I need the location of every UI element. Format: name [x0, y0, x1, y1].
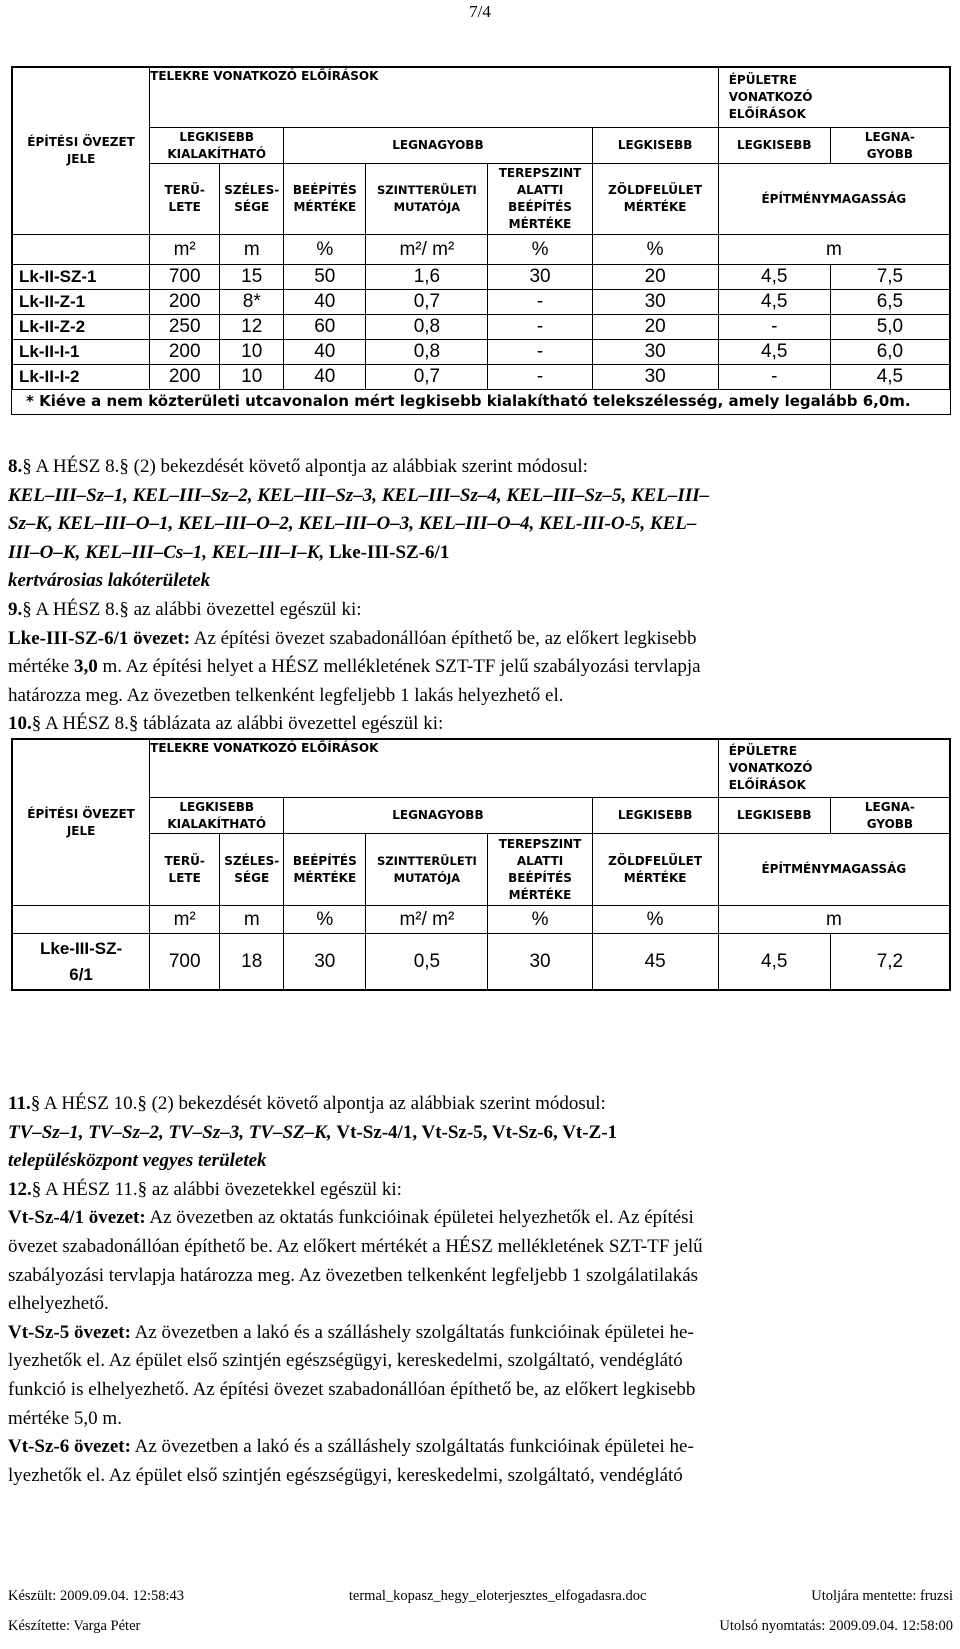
footer-author: Készítette: Varga Péter: [8, 1618, 141, 1634]
unit-cell: m²: [150, 906, 220, 934]
paragraph: lyezhetők el. Az épület első szintjén egészségügyi, kereskedelmi, szolgáltató, vendéglátó: [8, 1350, 683, 1372]
table-cell: 5,0: [830, 315, 949, 340]
unit-cell: %: [488, 235, 592, 265]
paragraph: övezet szabadonállóan építhető be. Az előkert mértékét a HÉSZ mellékletének SZT-TF jelű: [8, 1235, 703, 1257]
zone-list: III–O–K, KEL–III–Cs–1, KEL–III–I–K, Lke-III-SZ-6/1: [8, 541, 450, 563]
paragraph: mértéke 5,0 m.: [8, 1407, 122, 1429]
header-legkisebb-kialakithato: LEGKISEBB KIALAKÍTHATÓ: [150, 128, 284, 164]
unit-cell: %: [592, 906, 718, 934]
table-cell: 200: [150, 365, 220, 390]
table-row: [13, 290, 950, 315]
paragraph: 12.§ A HÉSZ 11.§ az alábbi övezetekkel egészül ki:: [8, 1178, 402, 1200]
table-cell: 4,5: [718, 340, 830, 365]
footer-printed: Utolsó nyomtatás: 2009.09.04. 12:58:00: [719, 1618, 953, 1634]
header-terulete: TERÜ- LETE: [150, 164, 220, 235]
regulation-table-1: [11, 66, 951, 415]
unit-cell: m²: [150, 235, 220, 265]
zone-list: TV–Sz–1, TV–Sz–2, TV–Sz–3, TV–SZ–K, Vt-Sz-4/1, Vt-Sz-5, Vt-Sz-6, Vt-Z-1: [8, 1121, 618, 1143]
unit-cell-empty: [13, 906, 150, 934]
table-cell: 10: [220, 365, 284, 390]
paragraph: Lke-III-SZ-6/1 övezet: Az építési övezet szabadonállóan építhető be, az előkert legkisebb: [8, 627, 697, 649]
header-epitmenymagassag: ÉPÍTMÉNYMAGASSÁG: [718, 164, 949, 235]
unit-cell: m: [718, 906, 949, 934]
table-cell: 0,8: [366, 340, 488, 365]
table-cell: 200: [150, 340, 220, 365]
header-legnagyobb: LEGNAGYOBB: [284, 798, 592, 834]
table-cell: -: [488, 365, 592, 390]
table-cell: 30: [284, 934, 366, 990]
header-beepites: BEÉPÍTÉS MÉRTÉKE: [284, 164, 366, 235]
header-epuletre: ÉPÜLETRE VONATKOZÓ ELŐÍRÁSOK: [718, 740, 949, 798]
paragraph: funkció is elhelyezhető. Az építési övezet szabadonállóan építhető be, az előkert legkisebb: [8, 1378, 696, 1400]
table-cell: 30: [592, 365, 718, 390]
header-legkisebb-kialakithato: LEGKISEBB KIALAKÍTHATÓ: [150, 798, 284, 834]
paragraph: határozza meg. Az övezetben telkenként legfeljebb 1 lakás helyezhető el.: [8, 684, 564, 706]
table-cell: 40: [284, 290, 366, 315]
table-cell: -: [488, 290, 592, 315]
table-row: [13, 265, 950, 290]
unit-cell: m: [718, 235, 949, 265]
regulation-table-2-grid: [12, 739, 950, 990]
table-cell: 8*: [220, 290, 284, 315]
header-legkisebb: LEGKISEBB: [592, 798, 718, 834]
table-cell: 60: [284, 315, 366, 340]
paragraph: 10.§ A HÉSZ 8.§ táblázata az alábbi övezettel egészül ki:: [8, 713, 444, 735]
table-cell: 6,0: [830, 340, 949, 365]
zone-code: Lk-II-SZ-1: [13, 265, 150, 290]
paragraph: Vt-Sz-6 övezet: Az övezetben a lakó és a szálláshely szolgáltatás funkcióinak épületei he-: [8, 1436, 694, 1458]
unit-cell: %: [488, 906, 592, 934]
table-cell: 10: [220, 340, 284, 365]
table-cell: 4,5: [718, 934, 830, 990]
table-cell: 20: [592, 315, 718, 340]
zone-code: Lke-III-SZ- 6/1: [13, 934, 150, 990]
unit-cell: m: [220, 906, 284, 934]
table-cell: 6,5: [830, 290, 949, 315]
table-cell: 0,8: [366, 315, 488, 340]
table-cell: 45: [592, 934, 718, 990]
header-beepites: BEÉPÍTÉS MÉRTÉKE: [284, 834, 366, 906]
table-cell: 30: [592, 340, 718, 365]
footer-saved-by: Utoljára mentette: fruzsi: [811, 1588, 953, 1604]
paragraph: mértéke 3,0 m. Az építési helyet a HÉSZ mellékletének SZT-TF jelű szabályozási tervlapja: [8, 656, 701, 678]
table-cell: 50: [284, 265, 366, 290]
table-cell: -: [718, 365, 830, 390]
table-cell: 15: [220, 265, 284, 290]
table-row: [13, 365, 950, 390]
table-cell: 40: [284, 365, 366, 390]
table-cell: -: [488, 315, 592, 340]
text-block-2: [8, 1090, 953, 1490]
table-cell: 4,5: [718, 265, 830, 290]
text-block-1: [8, 453, 953, 739]
unit-cell-empty: [13, 235, 150, 265]
table-cell: 18: [220, 934, 284, 990]
footer-filename: termal_kopasz_hegy_eloterjesztes_elfogadasra.doc: [348, 1588, 647, 1604]
header-szintteruleti: SZINTTERÜLETI MUTATÓJA: [366, 164, 488, 235]
unit-cell: %: [592, 235, 718, 265]
zone-code: Lk-II-I-1: [13, 340, 150, 365]
header-terulete: TERÜ- LETE: [150, 834, 220, 906]
paragraph: szabályozási tervlapja határozza meg. Az övezetben telkenként legfeljebb 1 szolgálatilakás: [8, 1264, 699, 1286]
table-cell: 0,5: [366, 934, 488, 990]
header-telekre: TELEKRE VONATKOZÓ ELŐÍRÁSOK: [150, 740, 719, 798]
table-cell: 30: [592, 290, 718, 315]
table-cell: 1,6: [366, 265, 488, 290]
header-legkisebb-2: LEGKISEBB: [718, 798, 830, 834]
header-szelessege: SZÉLES- SÉGE: [220, 164, 284, 235]
unit-cell: %: [284, 235, 366, 265]
table-footnote: * Kiéve a nem közterületi utcavonalon mért legkisebb kialakítható telekszélesség, amely legalább 6,0m.: [26, 392, 911, 410]
table-cell: 7,5: [830, 265, 949, 290]
regulation-table-1-grid: [12, 67, 950, 390]
footer-row-2: [8, 1618, 953, 1635]
paragraph: elhelyezhető.: [8, 1293, 109, 1315]
header-telekre: TELEKRE VONATKOZÓ ELŐÍRÁSOK: [150, 68, 719, 128]
table-cell: 200: [150, 290, 220, 315]
table-cell: 20: [592, 265, 718, 290]
table-cell: -: [488, 340, 592, 365]
header-terepszint: TEREPSZINT ALATTI BEÉPÍTÉS MÉRTÉKE: [488, 164, 592, 235]
header-szelessege: SZÉLES- SÉGE: [220, 834, 284, 906]
table-cell: 250: [150, 315, 220, 340]
header-legnagyobb: LEGNAGYOBB: [284, 128, 592, 164]
zone-code: Lk-II-I-2: [13, 365, 150, 390]
zone-code: Lk-II-Z-1: [13, 290, 150, 315]
table-cell: 0,7: [366, 365, 488, 390]
header-ovezet: ÉPÍTÉSI ÖVEZET JELE: [13, 740, 150, 906]
header-legkisebb: LEGKISEBB: [592, 128, 718, 164]
footer-row-1: [8, 1588, 953, 1605]
table-cell: 12: [220, 315, 284, 340]
table-cell: 30: [488, 934, 592, 990]
unit-cell: m²/ m²: [366, 906, 488, 934]
unit-cell: m²/ m²: [366, 235, 488, 265]
zone-list: KEL–III–Sz–1, KEL–III–Sz–2, KEL–III–Sz–3, KEL–III–Sz–4, KEL–III–Sz–5, KEL–III–: [8, 484, 710, 506]
table-cell: 40: [284, 340, 366, 365]
table-cell: 0,7: [366, 290, 488, 315]
table-cell: 700: [150, 265, 220, 290]
area-title: kertvárosias lakóterületek: [8, 570, 211, 592]
table-row: [13, 315, 950, 340]
header-szintteruleti: SZINTTERÜLETI MUTATÓJA: [366, 834, 488, 906]
table-row: [13, 934, 950, 990]
paragraph: 8.§ A HÉSZ 8.§ (2) bekezdését követő alpontja az alábbiak szerint módosul:: [8, 456, 588, 477]
header-legkisebb-2: LEGKISEBB: [718, 128, 830, 164]
paragraph: Vt-Sz-5 övezet: Az övezetben a lakó és a szálláshely szolgáltatás funkcióinak épületei he-: [8, 1321, 694, 1343]
table-cell: 700: [150, 934, 220, 990]
table-cell: 4,5: [718, 290, 830, 315]
page-number: 7/4: [469, 2, 491, 21]
header-legnagyobb-2: LEGNA- GYOBB: [830, 128, 949, 164]
header-ovezet: ÉPÍTÉSI ÖVEZET JELE: [13, 68, 150, 235]
table-cell: 30: [488, 265, 592, 290]
header-zoldfelulet: ZÖLDFELÜLET MÉRTÉKE: [592, 834, 718, 906]
zone-list: Sz–K, KEL–III–O–1, KEL–III–O–2, KEL–III–O–3, KEL–III–O–4, KEL-III-O-5, KEL–: [8, 513, 697, 535]
zone-code: Lk-II-Z-2: [13, 315, 150, 340]
table-row: [13, 340, 950, 365]
paragraph: 11.§ A HÉSZ 10.§ (2) bekezdését követő alpontja az alábbiak szerint módosul:: [8, 1093, 606, 1114]
table-cell: -: [718, 315, 830, 340]
header-terepszint: TEREPSZINT ALATTI BEÉPÍTÉS MÉRTÉKE: [488, 834, 592, 906]
footer-created: Készült: 2009.09.04. 12:58:43: [8, 1588, 185, 1604]
table-cell: 7,2: [830, 934, 949, 990]
header-epitmenymagassag: ÉPÍTMÉNYMAGASSÁG: [718, 834, 949, 906]
header-zoldfelulet: ZÖLDFELÜLET MÉRTÉKE: [592, 164, 718, 235]
regulation-table-2: [11, 738, 951, 991]
header-legnagyobb-2: LEGNA- GYOBB: [830, 798, 949, 834]
area-title: településközpont vegyes területek: [8, 1150, 267, 1172]
paragraph: lyezhetők el. Az épület első szintjén egészségügyi, kereskedelmi, szolgáltató, vendéglátó: [8, 1464, 683, 1486]
unit-cell: m: [220, 235, 284, 265]
paragraph: Vt-Sz-4/1 övezet: Az övezetben az oktatás funkcióinak épületei helyezhetők el. Az építési: [8, 1207, 694, 1229]
paragraph: 9.§ A HÉSZ 8.§ az alábbi övezettel egészül ki:: [8, 598, 362, 620]
header-epuletre: ÉPÜLETRE VONATKOZÓ ELŐÍRÁSOK: [718, 68, 949, 128]
unit-cell: %: [284, 906, 366, 934]
table-cell: 4,5: [830, 365, 949, 390]
